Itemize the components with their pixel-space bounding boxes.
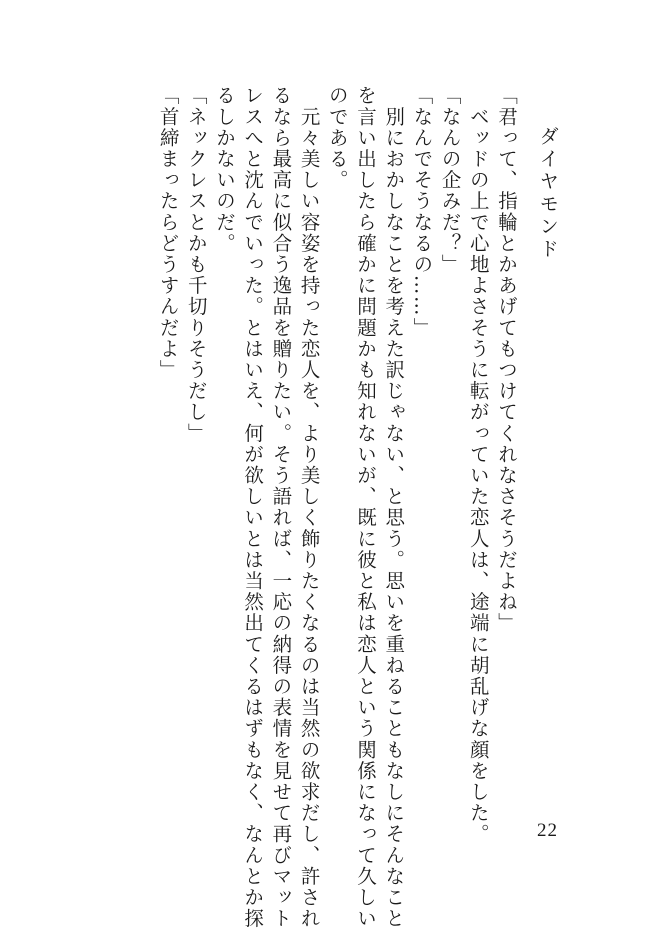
text-line: 別におかしなことを考えた訳じゃない、と思う。思いを重ねることもなしにそんなこと	[382, 85, 406, 929]
text-line: るしかないのだ。	[212, 85, 236, 254]
chapter-title: ダイヤモンド	[536, 126, 560, 261]
text-line: 「なんでそうなるの……」	[410, 85, 434, 339]
text-line: ベッドの上で心地よさそうに転がっていた恋人は、途端に胡乱げな顔をした。	[466, 85, 490, 845]
text-line: レスへと沈んでいった。とはいえ、何が欲しいとは当然出てくるはずもなく、なんとか探	[241, 85, 265, 929]
page-number: 22	[537, 820, 558, 841]
text-line: 「ネックレスとかも千切りそうだし」	[184, 85, 208, 444]
text-line: のである。	[325, 85, 349, 191]
text-line: 元々美しい容姿を持った恋人を、より美しく飾りたくなるのは当然の欲求だし、許され	[297, 85, 321, 929]
text-line: るなら最高に似合う逸品を贈りたい。そう語れば、一応の納得の表情を見せて再びマット	[269, 85, 293, 929]
text-line: を言い出したら確かに問題かも知れないが、既に彼と私は恋人という関係になって久しい	[353, 85, 377, 929]
text-line: 「首締まったらどうすんだよ」	[156, 85, 180, 381]
text-line: 「なんの企みだ？」	[438, 85, 462, 275]
body-text	[153, 85, 520, 929]
text-line: 「君って、指輪とかあげてもつけてくれなさそうだよね」	[495, 85, 518, 634]
